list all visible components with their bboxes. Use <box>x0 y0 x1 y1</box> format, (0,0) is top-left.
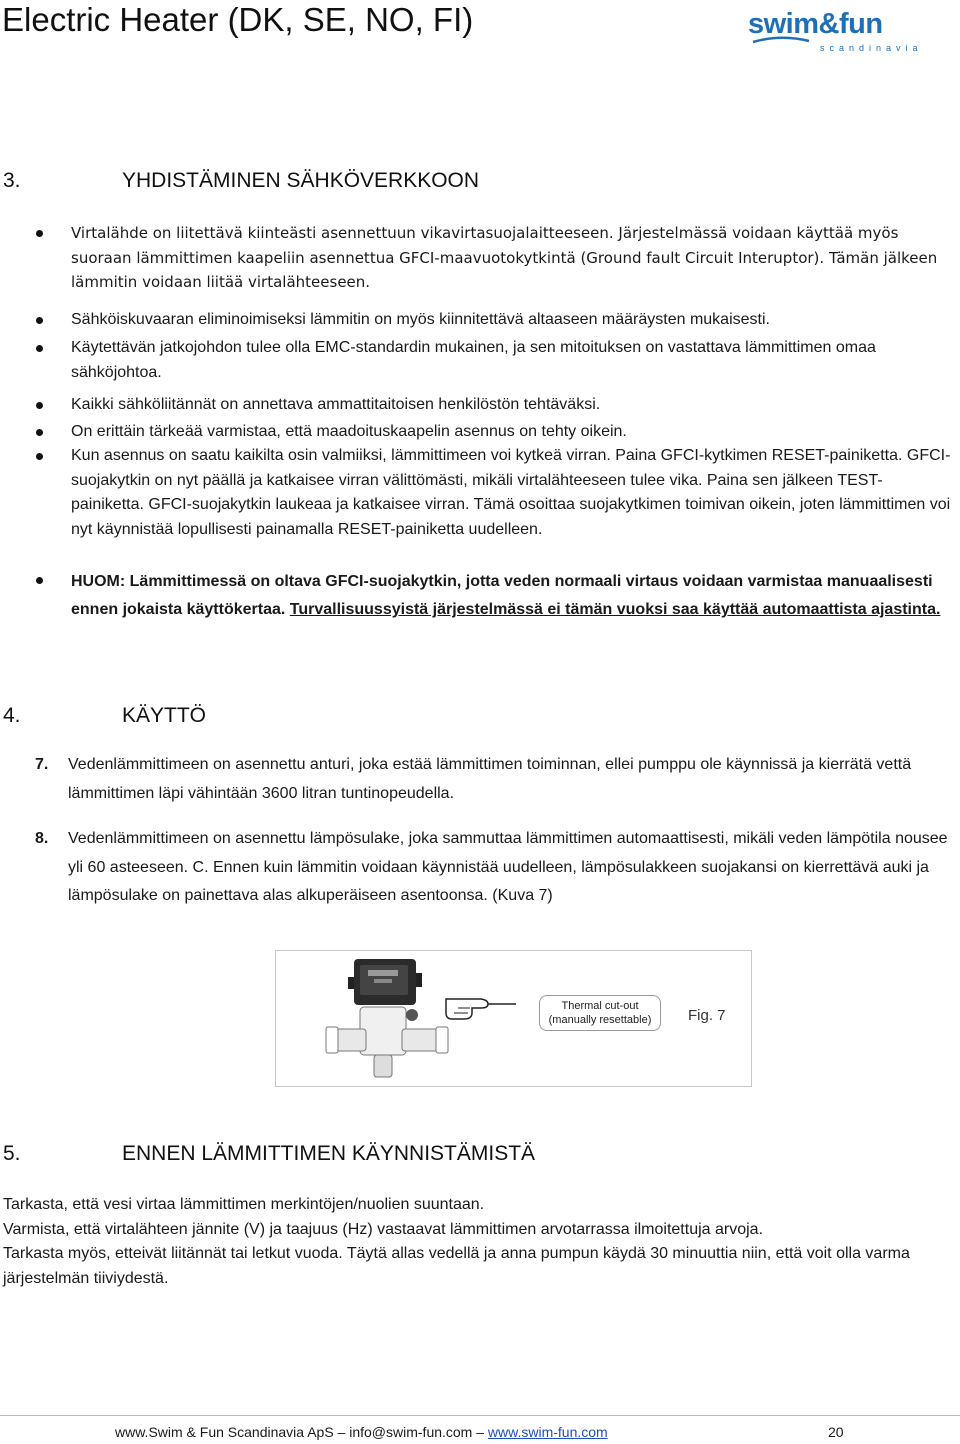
section-4-number: 4. <box>3 704 21 727</box>
figure-label: Fig. 7 <box>688 1007 726 1024</box>
warning-item <box>71 568 951 624</box>
paragraph-line: Varmista, että virtalähteen jännite (V) ja taajuus (Hz) vastaavat lämmittimen arvotarrassa ilmoitettuja arvoja. <box>3 1221 764 1238</box>
logo-tagline: scandinavia <box>820 43 923 53</box>
numbered-item-7 <box>35 751 954 808</box>
section-5-number: 5. <box>3 1142 21 1165</box>
warning-underlined-text: Turvallisuussyistä järjestelmässä ei tämän vuoksi saa käyttää automaattista ajastinta. <box>289 601 941 618</box>
logo-wordmark: swim&fun <box>748 8 883 40</box>
list-item: Kaikki sähköliitännät on annettava ammattitaitoisen henkilöstön tehtäväksi. <box>71 393 951 418</box>
bullet-icon <box>36 221 44 245</box>
section-3-title: YHDISTÄMINEN SÄHKÖVERKKOON <box>122 169 480 192</box>
bullet-icon <box>36 444 44 468</box>
heater-illustration <box>276 951 536 1084</box>
callout-line-1: Thermal cut-out <box>561 1000 639 1012</box>
thermal-cutout-callout <box>539 995 661 1031</box>
item-number: 7. <box>35 756 49 773</box>
item-text: Vedenlämmittimeen on asennettu anturi, joka estää lämmittimen toiminnan, ellei pumppu ole käynnissä ja kierrätä vettä lämmittimen läpi vähintään 3600 litran tuntinopeudella. <box>68 756 912 802</box>
paragraph-line: Tarkasta myös, etteivät liitännät tai letkut vuoda. Täytä allas vedellä ja anna pumpun käydä 30 minuuttia niin, että voit olla varma järjestelmän tiiviydestä. <box>3 1245 910 1287</box>
numbered-item-8 <box>35 825 954 911</box>
footer-divider <box>0 1415 960 1416</box>
list-item: Virtalähde on liitettävä kiinteästi asennettuun vikavirtasuojalaitteeseen. Järjestelmässä voidaan käyttää myös suoraan lämmittimen kaapeliin asennettua GFCI-maavuotokytkintä (Ground fault Circuit Interuptor). Tämän jälkeen lämmitin voidaan liitää virtalähteeseen. <box>71 221 951 295</box>
footer-text: www.Swim & Fun Scandinavia ApS – info@swim-fun.com – <box>115 1424 488 1440</box>
list-item: On erittäin tärkeää varmistaa, että maadoituskaapelin asennus on tehty oikein. <box>71 420 951 445</box>
document-title: Electric Heater (DK, SE, NO, FI) <box>2 1 474 38</box>
bullet-icon <box>36 308 44 332</box>
bullet-icon <box>36 336 44 360</box>
list-item: Sähköiskuvaaran eliminoimiseksi lämmitin on myös kiinnitettävä altaaseen määräysten mukaisesti. <box>71 308 951 333</box>
page-number: 20 <box>828 1424 844 1440</box>
section-3-number: 3. <box>3 169 21 192</box>
list-item: Käytettävän jatkojohdon tulee olla EMC-standardin mukainen, ja sen mitoituksen on vastattava lämmittimen omaa sähköjohtoa. <box>71 336 951 385</box>
warning-text: HUOM: Lämmittimessä on oltava GFCI-suojakytkin, jotta veden normaali virtaus voidaan varmistaa manuaalisesti ennen jokaista käyttökertaa. <box>71 573 933 618</box>
heater-figure <box>275 950 752 1087</box>
list-item: Kun asennus on saatu kaikilta osin valmiiksi, lämmittimeen voi kytkeä virran. Paina GFCI-kytkimen RESET-painiketta. GFCI-suojakytkin on nyt päällä ja katkaisee virran välittömästi, mikäli virtalähteeseen tulee vika. Paina sen jälkeen TEST-painiketta. GFCI-suojakytkin laukeaa ja katkaisee virran. Tämä osoittaa suojakytkimen toimivan oikein, joten lämmittimen voi nyt käynnistää lopullisesti painamalla RESET-painiketta uudelleen. <box>71 444 951 542</box>
bullet-icon <box>36 420 44 444</box>
swim-fun-logo <box>748 8 923 54</box>
website-link[interactable]: www.swim-fun.com <box>487 1424 608 1440</box>
bullet-icon <box>36 568 44 592</box>
bullet-icon <box>36 393 44 417</box>
item-number: 8. <box>35 830 49 847</box>
footer-contact <box>115 1423 608 1441</box>
section-5-title: ENNEN LÄMMITTIMEN KÄYNNISTÄMISTÄ <box>122 1142 536 1165</box>
callout-line-2: (manually resettable) <box>548 1014 652 1026</box>
paragraph-line: Tarkasta, että vesi virtaa lämmittimen merkintöjen/nuolien suuntaan. <box>3 1196 485 1213</box>
item-text: Vedenlämmittimeen on asennettu lämpösulake, joka sammuttaa lämmittimen automaattisesti, mikäli veden lämpötila nousee yli 60 asteeseen. C. Ennen kuin lämmitin voidaan käynnistää uudelleen, lämpösulakkeen suojakansi on kierrettävä auki ja lämpösulake on painettava alas alkuperäiseen asentoonsa. (Kuva 7) <box>68 830 948 904</box>
section-4-title: KÄYTTÖ <box>122 704 207 727</box>
logo-swoosh-icon <box>751 36 811 46</box>
